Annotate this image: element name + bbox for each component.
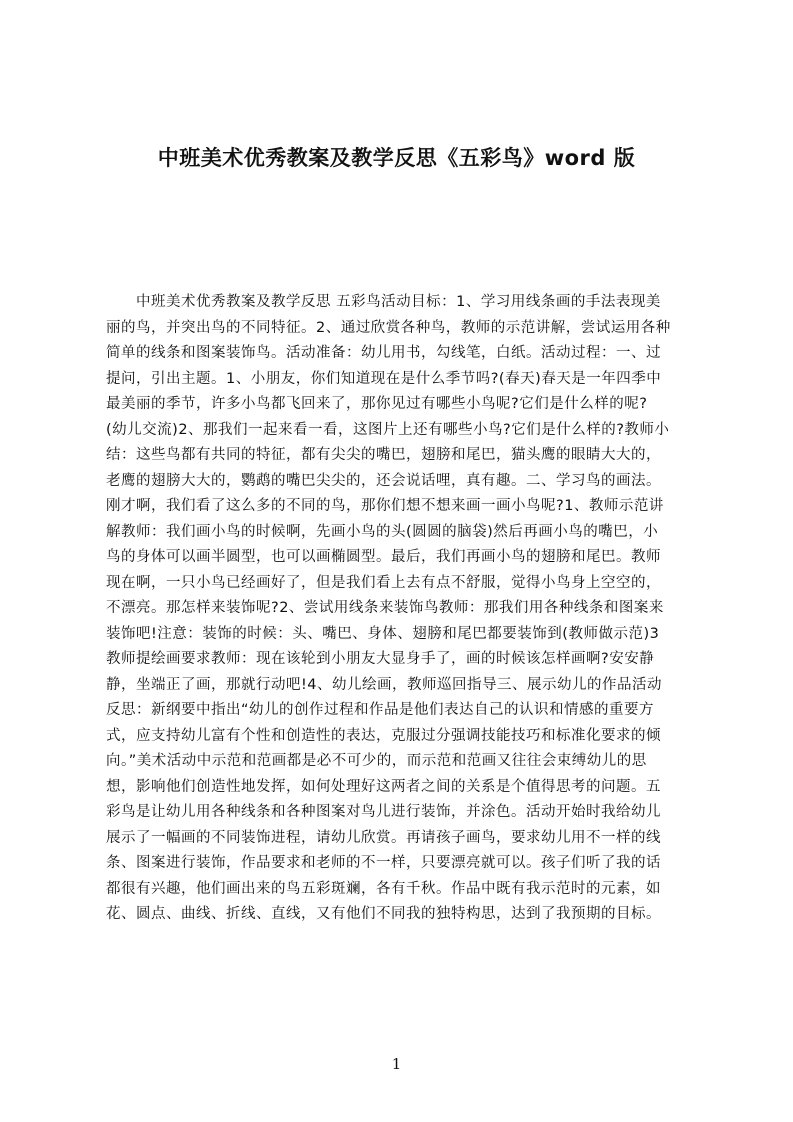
body-line: 简单的线条和图案装饰鸟。活动准备：幼儿用书，勾线笔，白纸。活动过程：一、过 xyxy=(106,345,661,361)
body-line: 想，影响他们创造性地发挥，如何处理好这两者之间的关系是个值得思考的问题。五 xyxy=(106,778,661,795)
body-line: 反思：新纲要中指出“幼儿的创作过程和作品是他们表达自己的认识和情感的重要方 xyxy=(106,702,655,718)
body-line: 不漂亮。那怎样来装饰呢?2、尝试用线条来装饰鸟教师：那我们用各种线条和图案来 xyxy=(106,600,664,616)
body-line: 老鹰的翅膀大大的，鹦鹉的嘴巴尖尖的，还会说话哩，真有趣。二、学习鸟的画法。 xyxy=(106,472,661,489)
document-title: 中班美术优秀教案及教学反思《五彩鸟》word 版 xyxy=(157,146,636,170)
body-line: 条、图案进行装饰，作品要求和老师的不一样，只要漂亮就可以。孩子们听了我的话 xyxy=(106,855,661,871)
body-line: 提问，引出主题。1、小朋友，你们知道现在是什么季节吗?(春天)春天是一年四季中 xyxy=(106,370,662,387)
body-line: 彩鸟是让幼儿用各种线条和各种图案对鸟儿进行装饰，并涂色。活动开始时我给幼儿 xyxy=(106,804,661,820)
body-line: 教师提绘画要求教师：现在该轮到小朋友大显身手了，画的时候该怎样画啊?安安静 xyxy=(106,651,655,667)
body-line: 鸟的身体可以画半圆型，也可以画椭圆型。最后，我们再画小鸟的翅膀和尾巴。教师 xyxy=(106,549,661,565)
body-line: 最美丽的季节，许多小鸟都飞回来了，那你见过有哪些小鸟呢?它们是什么样的呢? xyxy=(106,396,648,412)
body-line: 解教师：我们画小鸟的时候啊，先画小鸟的头(圆圆的脑袋)然后再画小鸟的嘴巴，小 xyxy=(106,523,659,540)
body-line: 刚才啊，我们看了这么多的不同的鸟，那你们想不想来画一画小鸟呢?1、教师示范讲 xyxy=(106,498,664,514)
body-line: 展示了一幅画的不同装饰进程，请幼儿欣赏。再请孩子画鸟，要求幼儿用不一样的线 xyxy=(106,829,661,846)
body-line: 花、圆点、曲线、折线、直线，又有他们不同我的独特构思，达到了我预期的目标。 xyxy=(106,906,661,922)
body-line: 都很有兴趣，他们画出来的鸟五彩斑斓，各有千秋。作品中既有我示范时的元素，如 xyxy=(106,880,661,897)
body-line: 式，应支持幼儿富有个性和创造性的表达，克服过分强调技能技巧和标准化要求的倾 xyxy=(106,727,661,744)
document-body xyxy=(106,290,698,928)
body-line: 结：这些鸟都有共同的特征，都有尖尖的嘴巴，翅膀和尾巴，猫头鹰的眼睛大大的， xyxy=(106,447,661,463)
body-line: 装饰吧!注意：装饰的时候：头、嘴巴、身体、翅膀和尾巴都要装饰到(教师做示范)3 xyxy=(106,625,660,642)
body-line: (幼儿交流)2、那我们一起来看一看，这图片上还有哪些小鸟?它们是什么样的?教师小 xyxy=(106,421,670,438)
body-line: 中班美术优秀教案及教学反思 五彩鸟活动目标：1、学习用线条画的手法表现美 xyxy=(106,294,661,310)
body-line: 现在啊，一只小鸟已经画好了，但是我们看上去有点不舒服，觉得小鸟身上空空的， xyxy=(106,574,661,591)
body-line: 向。”美术活动中示范和范画都是必不可少的，而示范和范画又往往会束缚幼儿的思 xyxy=(106,753,647,769)
body-line: 丽的鸟，并突出鸟的不同特征。2、通过欣赏各种鸟，教师的示范讲解，尝试运用各种 xyxy=(106,319,671,336)
page-number: 1 xyxy=(391,1055,402,1073)
body-line: 静，坐端正了画，那就行动吧!4、幼儿绘画，教师巡回指导三、展示幼儿的作品活动 xyxy=(106,676,663,693)
